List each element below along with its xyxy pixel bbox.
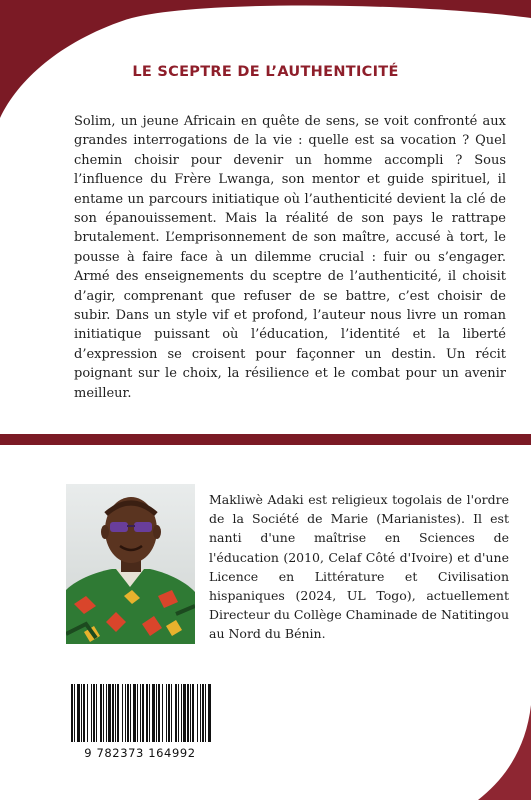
barcode-bar [125,684,126,742]
barcode-bar [152,684,155,742]
barcode-bar [71,684,73,742]
barcode-bar [117,684,119,742]
synopsis-text: Solim, un jeune Africain en quête de sens, se voit confronté aux grandes interrogations de la vie : quelle est sa vocation ? Quel chemin choisir pour devenir un homme accompli ? Sous l’influence du Frère Lwanga, son mentor et guide spirituel, il entame un parcours initiatique où l’authenticité devient la clé de son épanouissement. Mais la réalité de son pays le rattrape brutalement. L’emprisonnement de son maître, accusé à tort, le pousse à faire face à un dilemme crucial : fuir ou s’engager. Armé des enseignements du sceptre de l’authenticité, il choisit d’agir, comprenant que refuser de se battre, c’est choisir de subir. Dans un style vif et profond, l’auteur nous livre un roman initiatique puissant où l’éducation, l’identité et la liberté d’expression se croisent pour façonner un destin. Un récit poignant sur le choix, la résilience et le combat pour un avenir meilleur. [74,114,506,401]
barcode-bar [77,684,80,742]
barcode-bar [140,684,141,742]
barcode-bar [168,684,170,742]
barcode-bar [171,684,172,742]
barcode-bar [205,684,206,742]
barcode-bar [162,684,163,742]
author-bio: Makliwè Adaki est religieux togolais de l'ordre de la Société de Marie (Marianistes). Il est nanti d'une maîtrise en Sciences de l'éducation (2010, Celaf Côté d'Ivoire) et d'une Licence en Littérature et Civilisation hispaniques (2024, UL Togo), actuellement Directeur du Collège Chaminade de Natitingou au Nord du Bénin. [209,492,509,642]
barcode-bar [115,684,116,742]
barcode-bar [178,684,179,742]
barcode-bar [175,684,177,742]
barcode-bar [187,684,189,742]
barcode-bar [130,684,131,742]
barcode-bar [197,684,198,742]
barcode-bars [69,684,211,744]
barcode-bar [137,684,138,742]
barcode-bar [149,684,150,742]
book-title: LE SCEPTRE DE L’AUTHENTICITÉ [132,64,399,80]
barcode-bar [87,684,88,742]
barcode-bar [146,684,148,742]
isbn-barcode [66,682,214,762]
bottom-burgundy-arc [478,705,531,800]
barcode-bar [100,684,102,742]
barcode-bar [166,684,167,742]
barcode-bar [142,684,144,742]
barcode-bar [106,684,107,742]
barcode-bar [133,684,136,742]
barcode-bar [96,684,97,742]
isbn-digits: 9 782373 164992 [84,746,196,760]
barcode-bar [200,684,201,742]
barcode-bar [74,684,75,742]
author-photo [66,484,195,644]
barcode-bar [93,684,95,742]
barcode-bar [112,684,114,742]
barcode-bar [103,684,104,742]
barcode-bar [127,684,129,742]
barcode-bar [190,684,191,742]
barcode-bar [158,684,160,742]
barcode-bar [181,684,182,742]
barcode-bar [83,684,85,742]
top-burgundy-arc [0,0,531,118]
barcode-bar [122,684,123,742]
barcode-bar [108,684,111,742]
barcode-bar [192,684,194,742]
barcode-bar [156,684,157,742]
barcode-bar [81,684,82,742]
divider-band [0,434,531,445]
barcode-bar [183,684,186,742]
barcode-bar [208,684,211,742]
barcode-bar [202,684,204,742]
barcode-bar [91,684,92,742]
